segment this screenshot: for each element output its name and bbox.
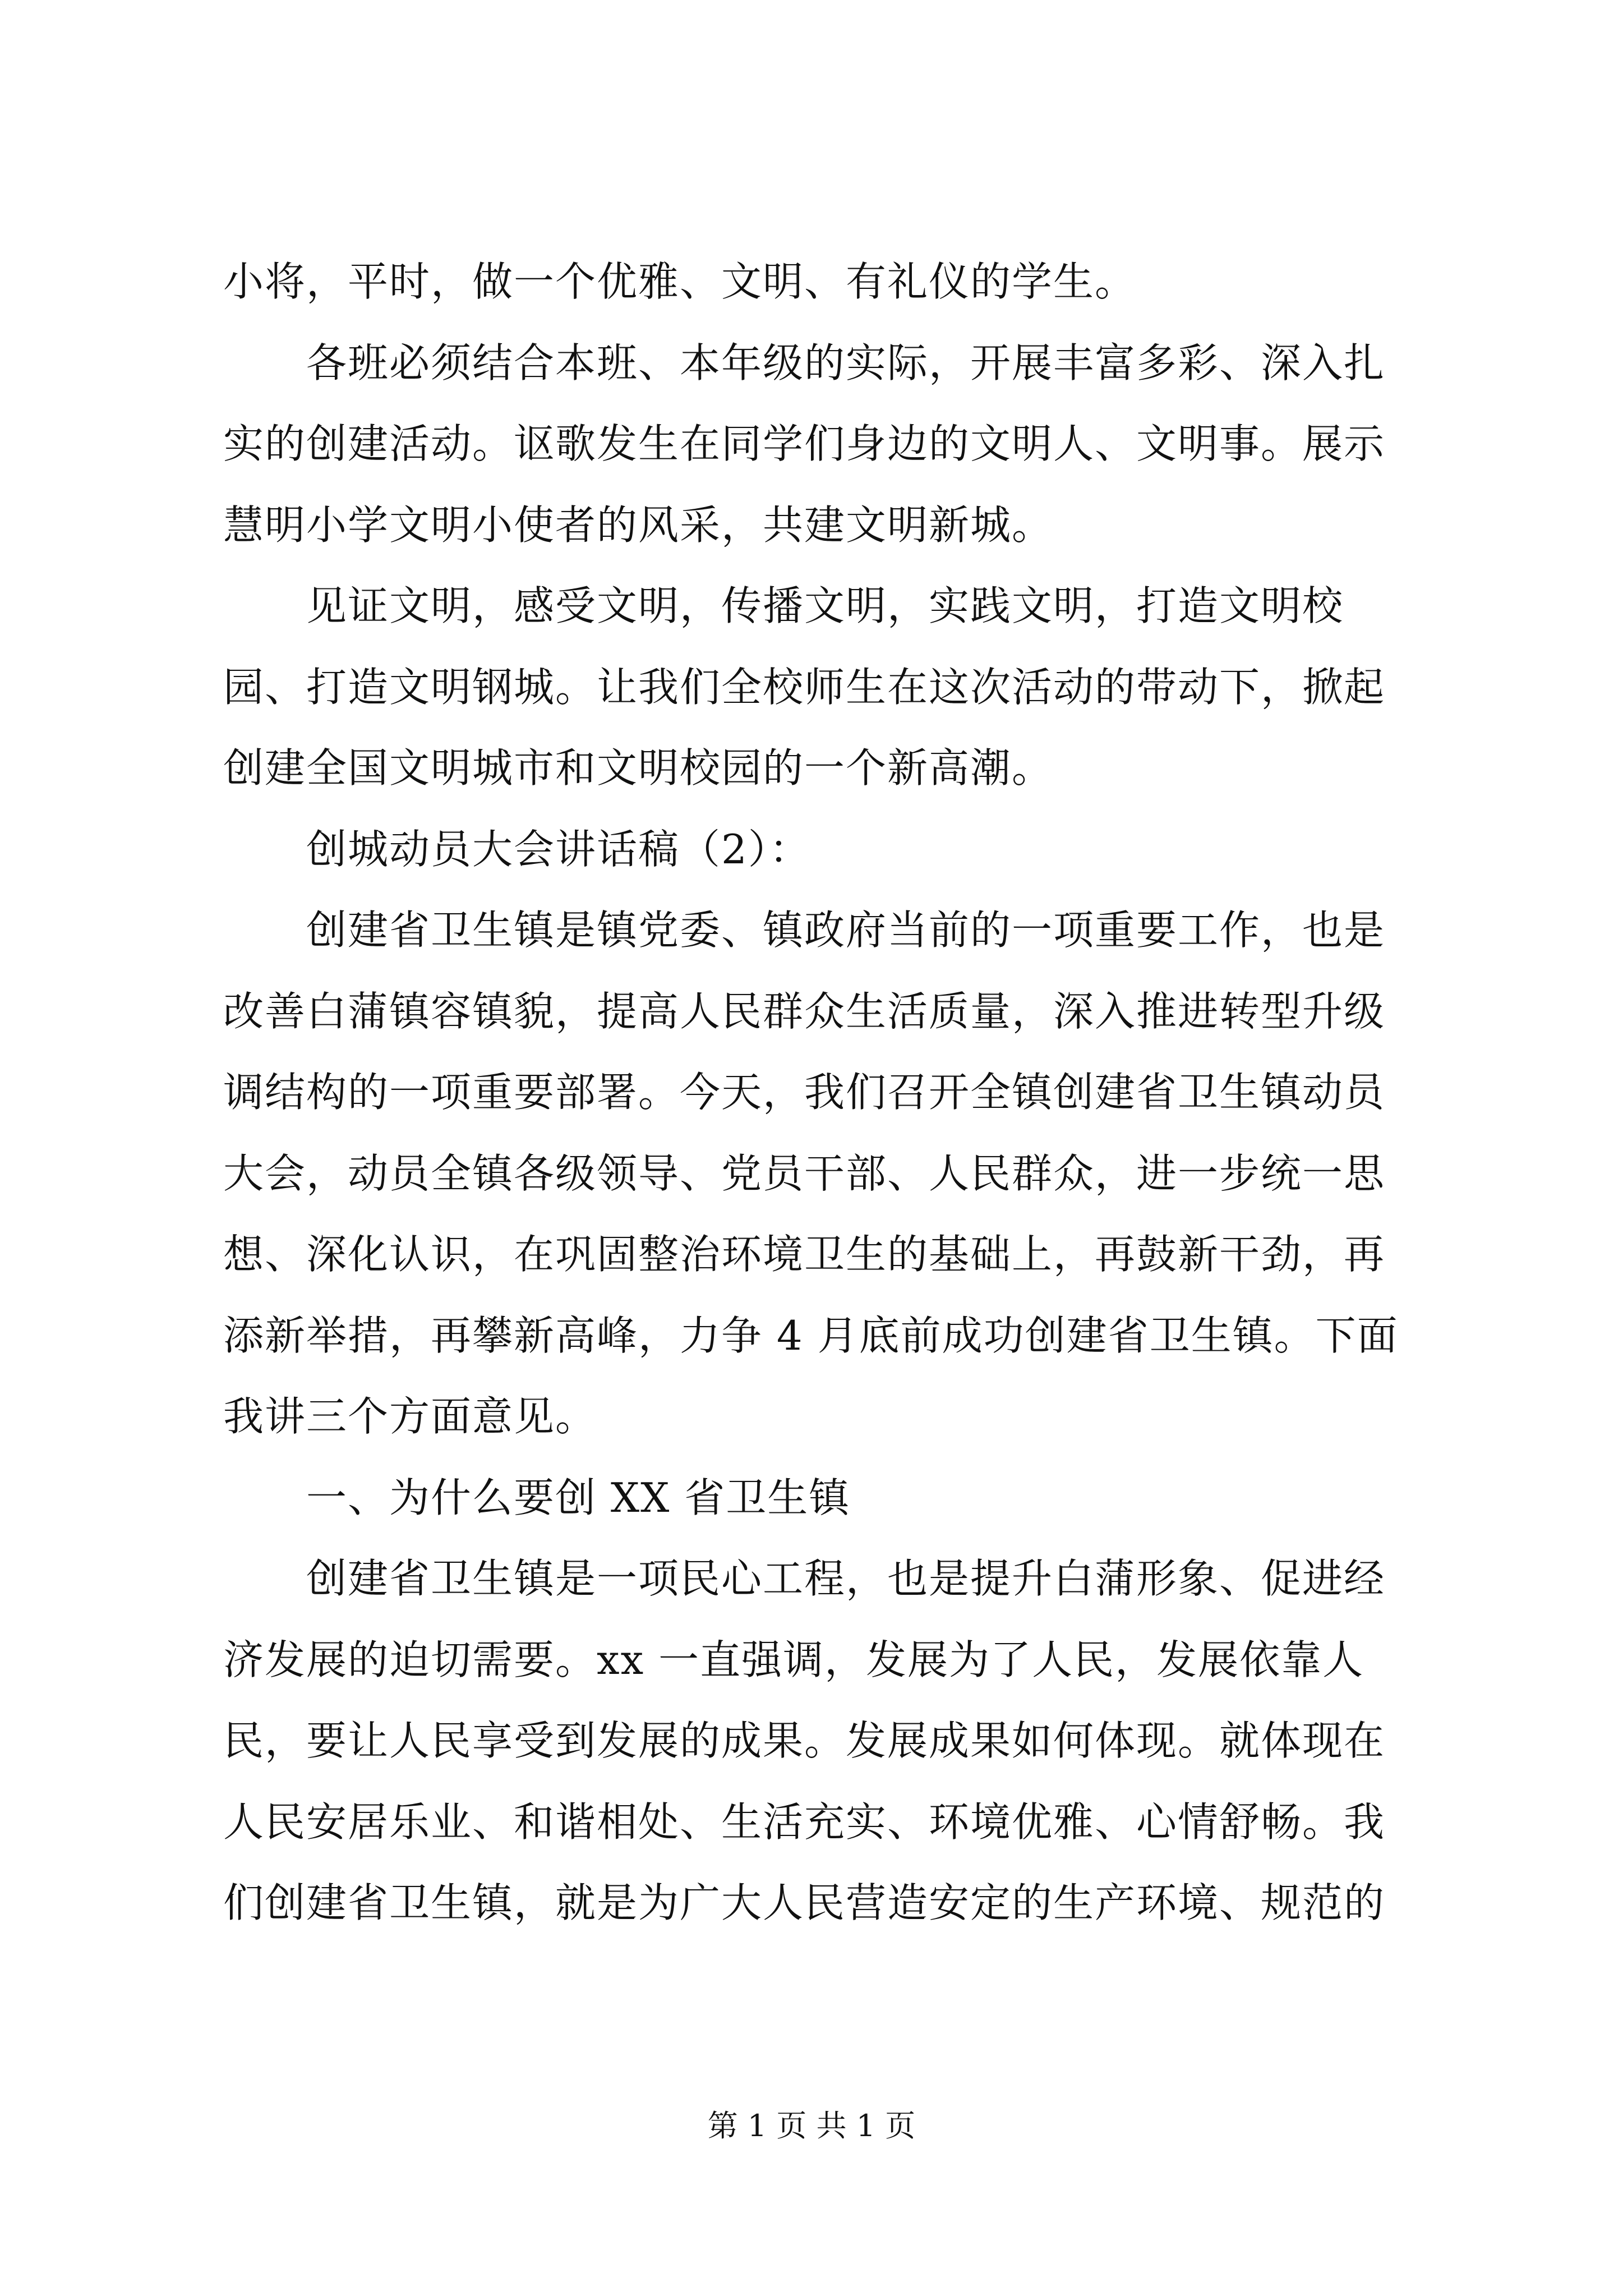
paragraph-people-project: 创建省卫生镇是一项民心工程，也是提升白蒲形象、促进经济发展的迫切需要。xx 一直强调，发展为了人民，发展依靠人民，要让人民享受到发展的成果。发展成果如何体现。就体现在人民安居乐业、和谐相处、生活充实、环境优雅、心情舒畅。我们创建省卫生镇，就是为广大人民营造安定的生产环境、规范的 (223, 1555, 1386, 1926)
paragraph-continued: 小将，平时，做一个优雅、文明、有礼仪的学生。 (223, 258, 1137, 305)
document-body (223, 241, 1411, 1944)
paragraph-class-activities: 各班必须结合本班、本年级的实际，开展丰富多彩、深入扎实的创建活动。讴歌发生在同学们身边的文明人、文明事。展示慧明小学文明小使者的风采，共建文明新城。 (223, 339, 1386, 549)
speech-title: 创城动员大会讲话稿（2）： (306, 825, 811, 873)
paragraph-sanitary-town-intro: 创建省卫生镇是镇党委、镇政府当前的一项重要工作，也是改善白蒲镇容镇貌，提高人民群众生活质量，深入推进转型升级调结构的一项重要部署。今天，我们召开全镇创建省卫生镇动员大会，动员全镇各级领导、党员干部、人民群众，进一步统一思想、深化认识，在巩固整治环境卫生的基础上，再鼓新干劲，再添新举措，再攀新高峰，力争 4 月底前成功创建省卫生镇。下面我讲三个方面意见。 (223, 907, 1399, 1440)
paragraph-witness-civilization: 见证文明，感受文明，传播文明，实践文明，打造文明校园、打造文明钢城。让我们全校师生在这次活动的带动下，掀起创建全国文明城市和文明校园的一个新高潮。 (223, 582, 1386, 792)
section-heading-1: 一、为什么要创 XX 省卫生镇 (306, 1474, 851, 1521)
page-footer: 第 1 页 共 1 页 (707, 2108, 916, 2143)
